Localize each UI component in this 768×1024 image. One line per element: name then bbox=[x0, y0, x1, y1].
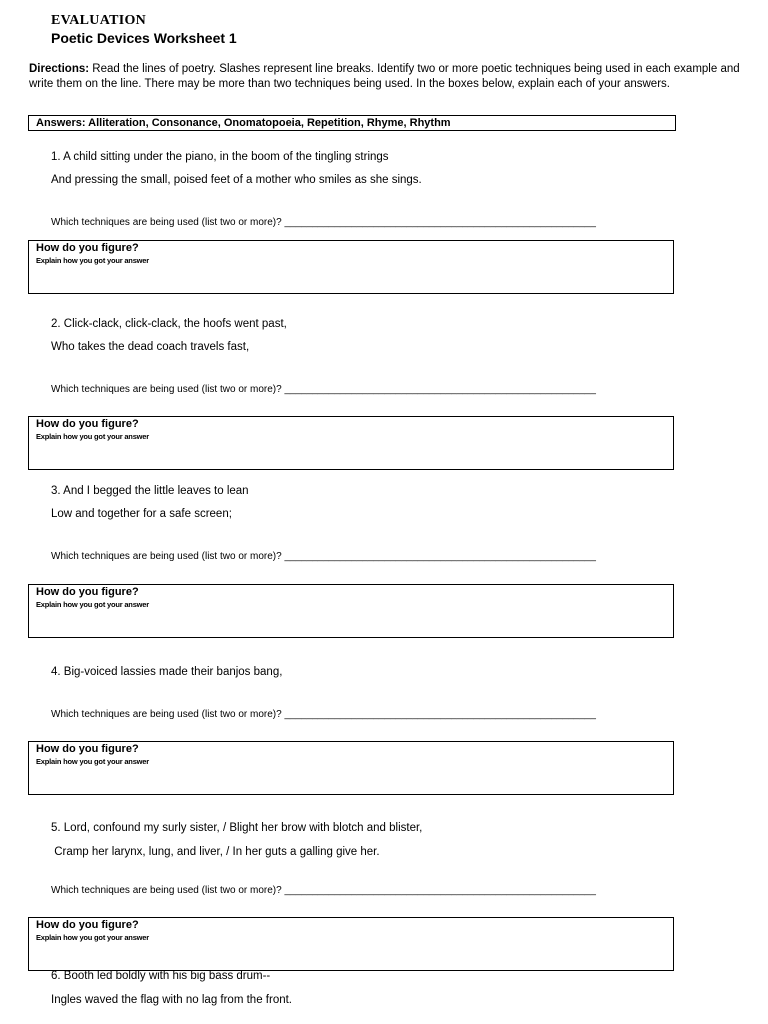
item-3-explanation-box[interactable] bbox=[28, 584, 674, 638]
item-5-line-1: 5. Lord, confound my surly sister, / Blight her brow with blotch and blister, bbox=[51, 822, 423, 834]
item-2-techniques-prompt[interactable]: Which techniques are being used (list two or more)? ________________________________________________________ bbox=[51, 384, 596, 395]
evaluation-label: EVALUATION bbox=[51, 13, 147, 28]
item-2-line-2: Who takes the dead coach travels fast, bbox=[51, 341, 250, 353]
item-6-line-2: Ingles waved the flag with no lag from the front. bbox=[51, 994, 292, 1006]
item-1-line-1: 1. A child sitting under the piano, in the boom of the tingling strings bbox=[51, 151, 389, 163]
item-1-explanation-box[interactable] bbox=[28, 240, 674, 294]
figure-subtitle: Explain how you got your answer bbox=[36, 256, 149, 265]
directions-text: Read the lines of poetry. Slashes represent line breaks. Identify two or more poetic techniques being used in each example and write them on the line. There may be more than two techniques being used. In the boxes below, explain each of your answers. bbox=[29, 63, 740, 90]
directions-lead: Directions: bbox=[29, 63, 90, 75]
item-1-techniques-prompt[interactable]: Which techniques are being used (list two or more)? ________________________________________________________ bbox=[51, 217, 596, 228]
item-4-explanation-box[interactable] bbox=[28, 741, 674, 795]
figure-title: How do you figure? bbox=[36, 418, 139, 430]
item-1-line-2: And pressing the small, poised feet of a mother who smiles as she sings. bbox=[51, 174, 422, 186]
item-3-line-1: 3. And I begged the little leaves to lean bbox=[51, 485, 249, 497]
directions bbox=[29, 62, 764, 92]
figure-subtitle: Explain how you got your answer bbox=[36, 933, 149, 942]
figure-subtitle: Explain how you got your answer bbox=[36, 600, 149, 609]
figure-title: How do you figure? bbox=[36, 586, 139, 598]
item-5-line-2: Cramp her larynx, lung, and liver, / In her guts a galling give her. bbox=[51, 846, 380, 858]
item-4-techniques-prompt[interactable]: Which techniques are being used (list two or more)? ________________________________________________________ bbox=[51, 709, 596, 720]
item-5-techniques-prompt[interactable]: Which techniques are being used (list two or more)? ________________________________________________________ bbox=[51, 885, 596, 896]
item-5-explanation-box[interactable] bbox=[28, 917, 674, 971]
worksheet-title: Poetic Devices Worksheet 1 bbox=[51, 30, 237, 46]
answers-box: Answers: Alliteration, Consonance, Onomatopoeia, Repetition, Rhyme, Rhythm bbox=[28, 115, 676, 131]
item-6-line-1: 6. Booth led boldly with his big bass drum-- bbox=[51, 970, 271, 982]
item-4-line-1: 4. Big-voiced lassies made their banjos bang, bbox=[51, 666, 283, 678]
item-3-techniques-prompt[interactable]: Which techniques are being used (list two or more)? ________________________________________________________ bbox=[51, 551, 596, 562]
figure-subtitle: Explain how you got your answer bbox=[36, 757, 149, 766]
item-3-line-2: Low and together for a safe screen; bbox=[51, 508, 232, 520]
figure-title: How do you figure? bbox=[36, 242, 139, 254]
figure-title: How do you figure? bbox=[36, 743, 139, 755]
figure-title: How do you figure? bbox=[36, 919, 139, 931]
item-2-explanation-box[interactable] bbox=[28, 416, 674, 470]
figure-subtitle: Explain how you got your answer bbox=[36, 432, 149, 441]
item-2-line-1: 2. Click-clack, click-clack, the hoofs went past, bbox=[51, 318, 287, 330]
